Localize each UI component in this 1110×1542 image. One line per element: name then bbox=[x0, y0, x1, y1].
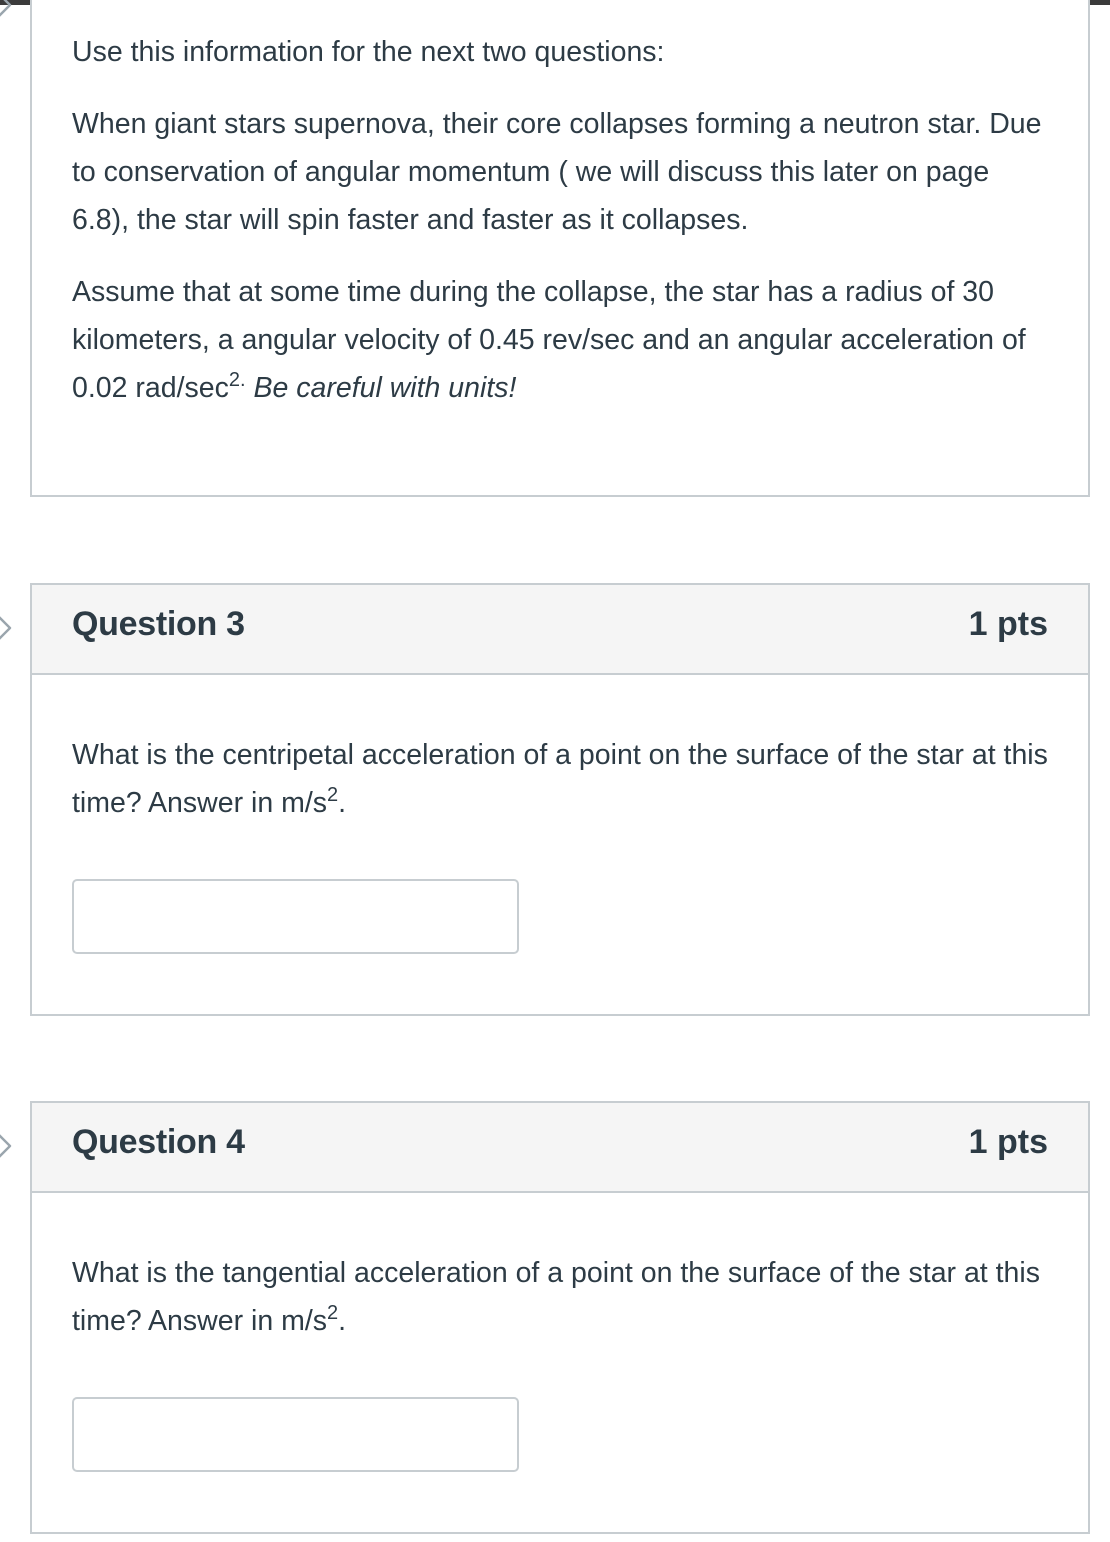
question-text bbox=[72, 731, 1048, 827]
chevron-right-icon bbox=[0, 0, 14, 18]
info-paragraph-1: When giant stars supernova, their core collapses forming a neutron star. Due to conservation of angular momentum ( we will discuss this later on page 6.8), the star will spin faster and faster as it collapses. bbox=[72, 108, 1042, 236]
question-text-main: What is the tangential acceleration of a point on the surface of the star at this time? Answer in m/s bbox=[72, 1257, 1040, 1337]
superscript: 2 bbox=[327, 1302, 339, 1324]
question-title: Question 4 bbox=[72, 1123, 245, 1161]
question-text-suffix: . bbox=[338, 1305, 347, 1337]
question-text-main: What is the centripetal acceleration of a point on the surface of the star at this time? Answer in m/s bbox=[72, 739, 1048, 819]
question-points: 1 pts bbox=[968, 605, 1048, 643]
question-text bbox=[72, 1249, 1048, 1345]
info-panel bbox=[30, 0, 1090, 497]
question-body bbox=[32, 1193, 1088, 1472]
question-3-card bbox=[30, 583, 1090, 1016]
question-header bbox=[32, 585, 1088, 675]
question-body bbox=[32, 675, 1088, 954]
question-points: 1 pts bbox=[968, 1123, 1048, 1161]
question-title: Question 3 bbox=[72, 605, 245, 643]
info-paragraph-2 bbox=[72, 268, 1048, 412]
superscript: 2 bbox=[327, 784, 339, 806]
info-intro: Use this information for the next two questions: bbox=[72, 36, 665, 68]
question-header bbox=[32, 1103, 1088, 1193]
chevron-right-icon bbox=[0, 615, 14, 641]
units-warning: Be careful with units! bbox=[253, 372, 517, 404]
answer-input[interactable] bbox=[72, 1397, 519, 1472]
info-paragraph-2-text: Assume that at some time during the collapse, the star has a radius of 30 kilometers, a angular velocity of 0.45 rev/sec and an angular acceleration of 0.02 rad/sec bbox=[72, 276, 1026, 404]
question-text-suffix: . bbox=[338, 787, 347, 819]
answer-input[interactable] bbox=[72, 879, 519, 954]
question-4-card bbox=[30, 1101, 1090, 1534]
superscript: 2. bbox=[228, 369, 246, 391]
chevron-right-icon bbox=[0, 1133, 14, 1159]
